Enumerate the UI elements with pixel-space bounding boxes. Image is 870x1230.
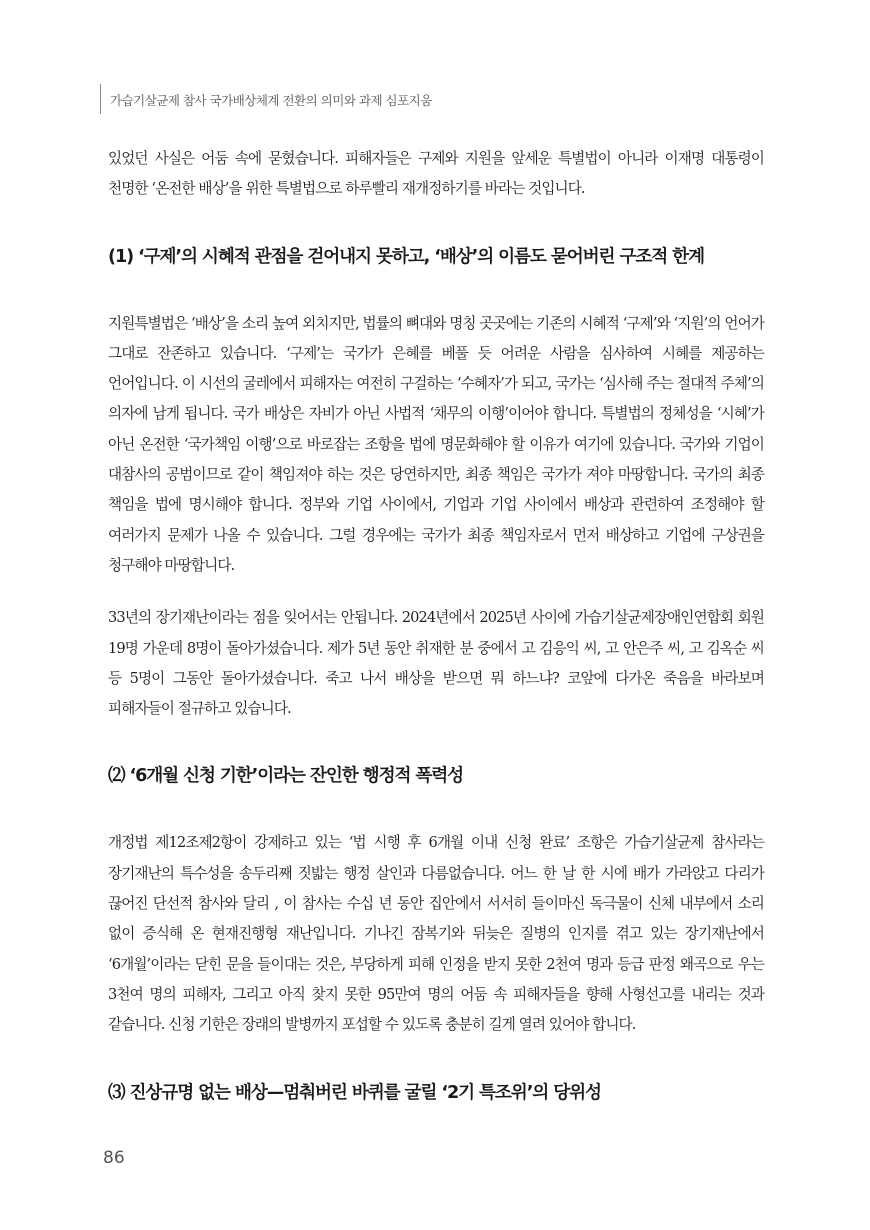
page-number: 86: [103, 1148, 125, 1168]
running-header: [100, 84, 790, 114]
paragraph-section-2: 개정법 제12조제2항이 강제하고 있는 ‘법 시행 후 6개월 이내 신청 완료’ 조항은 가습기살균제 참사라는 장기재난의 특수성을 송두리째 짓밟는 행정 살인과 다름없습니다. 어느 한 날 한 시에 배가 가라앉고 다리가 끊어진 단선적 참사와 달리 , 이 참사는 수십 년 동안 집안에서 서서히 들이마신 독극물이 신체 내부에서 소리 없이 증식해 온 현재진행형 재난입니다. 기나긴 잠복기와 뒤늦은 질병의 인지를 겪고 있는 장기재난에서 ‘6개월’이라는 닫힌 문을 들이대는 것은, 부당하게 피해 인정을 받지 못한 2천여 명과 등급 판정 왜곡으로 우는 3천여 명의 피해자, 그리고 아직 찾지 못한 95만여 명의 어둠 속 피해자들을 향해 사형선고를 내리는 것과 같습니다. 신청 기한은 장래의 발병까지 포섭할 수 있도록 충분히 길게 열려 있어야 합니다.: [108, 834, 764, 1034]
paragraph-section-1a: 지원특별법은 ‘배상’을 소리 높여 외치지만, 법률의 뼈대와 명칭 곳곳에는 기존의 시혜적 ‘구제’와 ‘지원’의 언어가 그대로 잔존하고 있습니다. ‘구제’는 국가가 은혜를 베풀 듯 어려운 사람을 심사하여 시혜를 제공하는 언어입니다. 이 시선의 굴레에서 피해자는 여전히 구걸하는 ‘수혜자’가 되고, 국가는 ‘심사해 주는 절대적 주체’의 의자에 남게 됩니다. 국가 배상은 자비가 아닌 사법적 ‘채무의 이행’이어야 합니다. 특별법의 정체성을 ‘시혜’가 아닌 온전한 ‘국가책임 이행’으로 바로잡는 조항을 법에 명문화해야 할 이유가 여기에 있습니다. 국가와 기업이 대참사의 공범이므로 같이 책임져야 하는 것은 당연하지만, 최종 책임은 국가가 져야 마땅합니다. 국가의 최종 책임을 법에 명시해야 합니다. 정부와 기업 사이에서, 기업과 기업 사이에서 배상과 관련하여 조정해야 할 여러가지 문제가 나올 수 있습니다. 그럴 경우에는 국가가 최종 책임자로서 먼저 배상하고 기업에 구상권을 청구해야 마땅합니다.: [108, 314, 764, 574]
paragraph-intro: 있었던 사실은 어둠 속에 묻혔습니다. 피해자들은 구제와 지원을 앞세운 특별법이 아니라 이재명 대통령이 천명한 ‘온전한 배상’을 위한 특별법으로 하루빨리 재개정하기를 바라는 것입니다.: [108, 150, 764, 198]
section-heading-2: ⑵ ‘6개월 신청 기한’이라는 잔인한 행정적 폭력성: [108, 766, 464, 787]
document-body: [108, 144, 764, 1107]
section-heading-1: (1) ‘구제’의 시혜적 관점을 걷어내지 못하고, ‘배상’의 이름도 묻어버린 구조적 한계: [108, 246, 704, 267]
paragraph-section-1b: 33년의 장기재난이라는 점을 잊어서는 안됩니다. 2024년에서 2025년 사이에 가습기살균제장애인연합회 회원 19명 가운데 8명이 돌아가셨습니다. 제가 5년 동안 취재한 분 중에서 고 김응익 씨, 고 안은주 씨, 고 김옥순 씨 등 5명이 그동안 돌아가셨습니다. 죽고 나서 배상을 받으면 뭐 하느냐? 코앞에 다가온 죽음을 바라보며 피해자들이 절규하고 있습니다.: [108, 609, 764, 718]
section-heading-3: ⑶ 진상규명 없는 배상—멈춰버린 바퀴를 굴릴 ‘2기 특조위’의 당위성: [108, 1082, 601, 1103]
running-header-title: 가습기살균제 참사 국가배상체계 전환의 의미와 과제 심포지움: [110, 93, 432, 108]
